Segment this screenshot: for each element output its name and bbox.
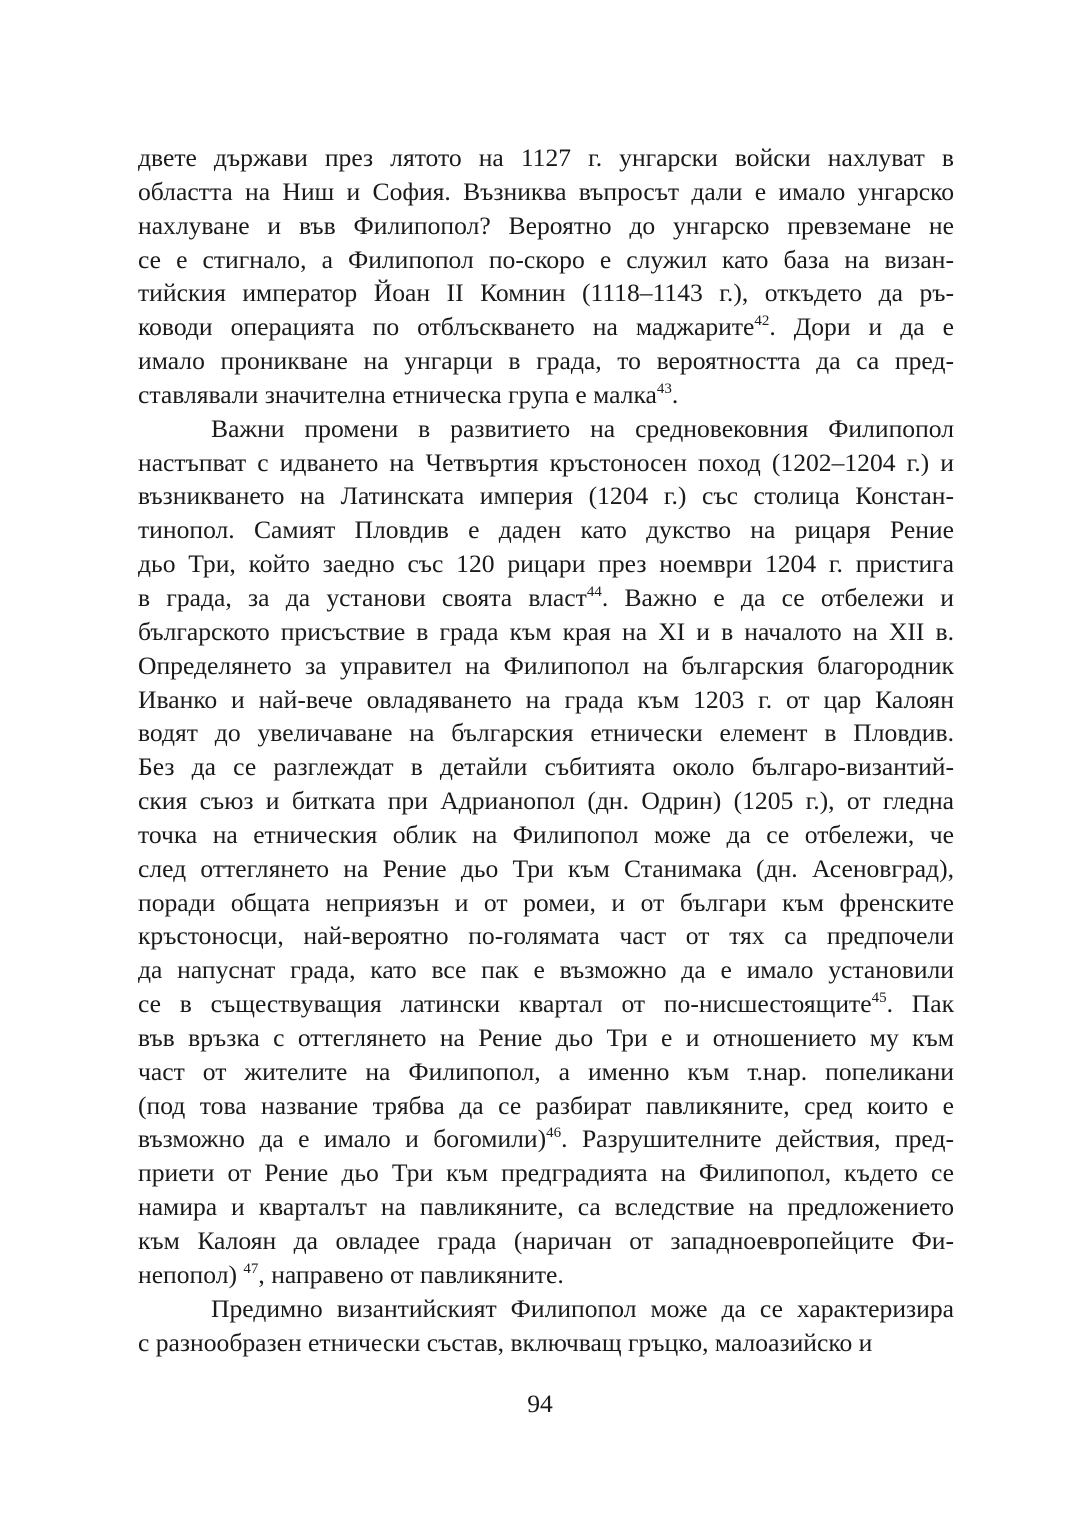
text-line: дьо Три, който заедно със 120 рицари през ноември 1204 г. пристига	[138, 549, 954, 579]
body-text	[138, 141, 954, 1359]
text-line: двете държави през лятото на 1127 г. унгарски войски нахлуват в	[138, 143, 954, 172]
text-line: Важни промени в развитието на средновековния Филипопол	[211, 413, 954, 443]
text-line: тийския император Йоан II Комнин (1118–1143 г.), откъдето да ръ-	[138, 278, 954, 308]
text-line: възникването на Латинската империя (1204 г.) със столица Констан-	[138, 481, 954, 511]
text-line: ския съюз и битката при Адрианопол (дн. Одрин) (1205 г.), от гледна	[138, 786, 954, 816]
footnote-marker: 47	[243, 1260, 259, 1277]
text-line: Без да се разглеждат в детайли събитията около българо-византий-	[138, 752, 954, 782]
text-line: (под това название трябва да се разбират павликяните, сред които е	[138, 1090, 954, 1120]
text-line: непопол) $^{47}$, направено от павликяните.	[138, 1259, 564, 1289]
page-number: 94	[527, 1389, 553, 1418]
text-line: нахлуване и във Филипопол? Вероятно до унгарско превземане не	[138, 210, 954, 240]
text-line: Определянето за управител на Филипопол на българския благородник	[138, 650, 954, 680]
text-line: ставлявали значителна етническа група е малка$^{43}$.	[138, 379, 679, 409]
text-line: част от жителите на Филипопол, а именно към т.нар. попеликани	[138, 1056, 954, 1086]
text-line: приети от Рение дьо Три към предградията на Филипопол, където се	[138, 1158, 954, 1188]
footnote-marker: 45	[871, 990, 887, 1007]
footnote-marker: 42	[754, 313, 770, 330]
text-line: след оттеглянето на Рение дьо Три към Станимака (дн. Асеновград),	[138, 853, 954, 883]
text-line: ководи операцията по отблъскването на маджарите$^{42}$. Дори и да е	[138, 312, 954, 342]
text-line: точка на етническия облик на Филипопол може да се отбележи, че	[138, 819, 954, 849]
text-line: настъпват с идването на Четвъртия кръстоносен поход (1202–1204 г.) и	[138, 447, 954, 477]
text-line: се е стигнало, а Филипопол по-скоро е служил като база на визан-	[138, 244, 954, 274]
text-line: водят до увеличаване на българския етнически елемент в Пловдив.	[138, 718, 954, 748]
text-line: областта на Ниш и София. Възниква въпросът дали е имало унгарско	[138, 176, 954, 206]
text-line: в града, за да установи своята власт$^{44}$. Важно е да се отбележи и	[138, 582, 954, 612]
text-line: Предимно византийският Филипопол може да се характеризира	[211, 1293, 954, 1323]
text-line: към Калоян да овладее града (наричан от западноевропейците Фи-	[138, 1226, 954, 1255]
footnote-marker: 46	[546, 1125, 562, 1142]
text-line: кръстоносци, най-вероятно по-голямата част от тях са предпочели	[138, 921, 954, 951]
text-line: тинопол. Самият Пловдив е даден като дукство на рицаря Рение	[138, 515, 954, 545]
text-line: възможно да е имало и богомили)$^{46}$. Разрушителните действия, пред-	[138, 1124, 954, 1154]
text-line: с разнообразен етнически състав, включващ гръцко, малоазийско и	[138, 1327, 873, 1357]
text-line: имало проникване на унгарци в града, то вероятността да са пред-	[138, 346, 954, 376]
text-line: да напуснат града, като все пак е възможно да е имало установили	[138, 955, 954, 985]
footnote-marker: 43	[656, 380, 672, 397]
footnote-marker: 44	[586, 583, 602, 600]
text-line: се в съществуващия латински квартал от по-нисшестоящите$^{45}$. Пак	[138, 989, 954, 1019]
text-line: Иванко и най-вече овладяването на града към 1203 г. от цар Калоян	[138, 684, 954, 714]
text-line: намира и кварталът на павликяните, са вследствие на предложението	[138, 1192, 954, 1222]
text-line: поради общата неприязън и от ромеи, и от българи към френските	[138, 887, 954, 917]
text-line: във връзка с оттеглянето на Рение дьо Три е и отношението му към	[138, 1022, 954, 1052]
text-line: българското присъствие в града към края на XI и в началото на XII в.	[138, 616, 954, 646]
